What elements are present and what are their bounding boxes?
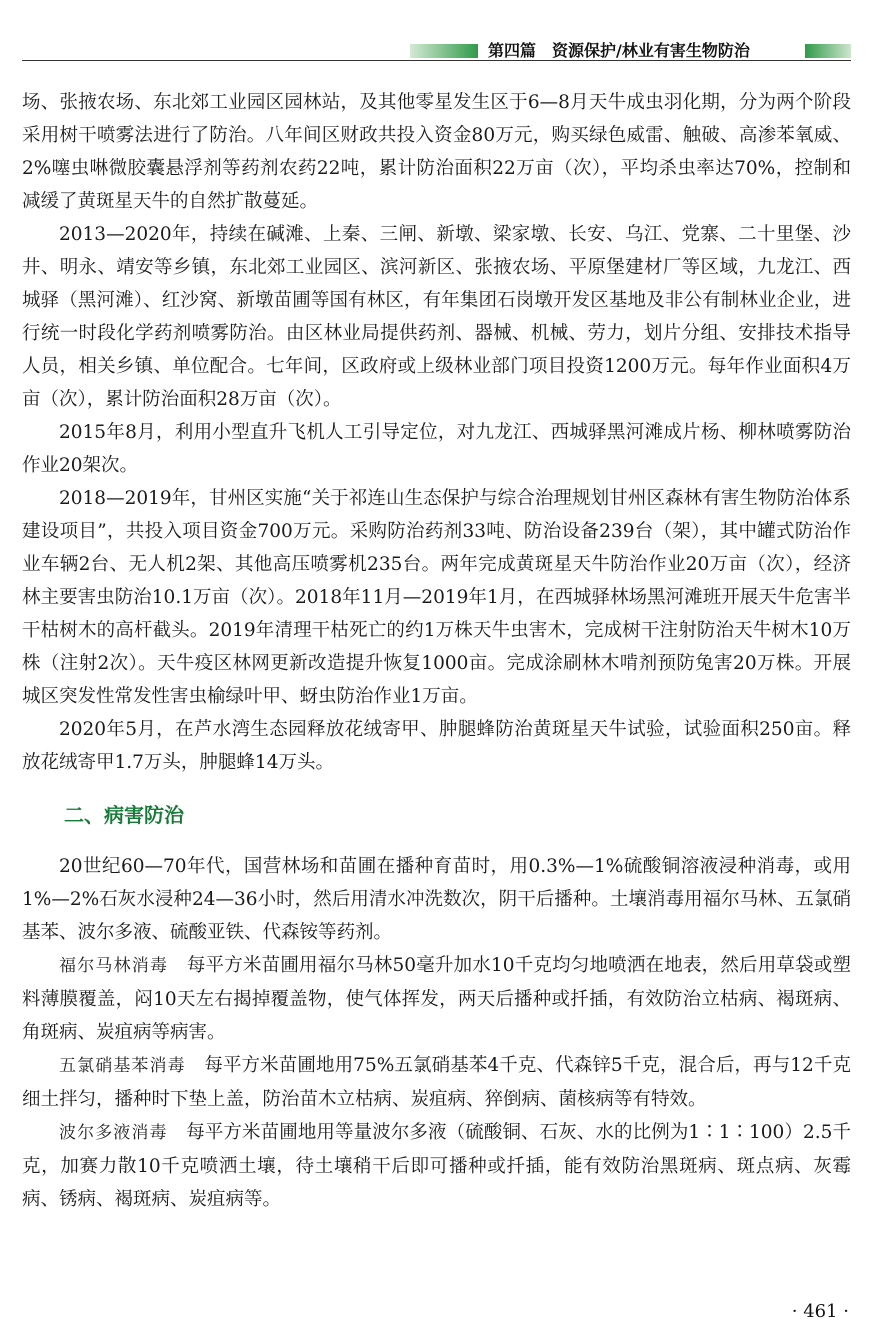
method-text: 每平方米苗圃用福尔马林50毫升加水10千克均匀地喷洒在地表，然后用草袋或塑料薄膜覆盖，闷10天左右揭掉覆盖物，使气体挥发，两天后播种或扦插，有效防治立枯病、褐斑病、角斑病、炭疽病等病害。 bbox=[22, 955, 851, 1043]
page-body bbox=[22, 86, 851, 1216]
method-item bbox=[22, 1049, 851, 1116]
paragraph: 20世纪60—70年代，国营林场和苗圃在播种育苗时，用0.3%—1%硫酸铜溶液浸种消毒，或用1%—2%石灰水浸种24—36小时，然后用清水冲洗数次，阴干后播种。土壤消毒用福尔马林、五氯硝基苯、波尔多液、硫酸亚铁、代森铵等药剂。 bbox=[22, 856, 851, 943]
paragraph: 2018—2019年，甘州区实施“关于祁连山生态保护与综合治理规划甘州区森林有害生物防治体系建设项目”，共投入项目资金700万元。采购防治药剂33吨、防治设备239台（架），其中罐式防治作业车辆2台、无人机2架、其他高压喷雾机235台。两年完成黄斑星天牛防治作业20万亩（次），经济林主要害虫防治10.1万亩（次）。2018年11月—2019年1月，在西城驿林场黑河滩班开展天牛危害半干枯树木的高杆截头。2019年清理干枯死亡的约1万株天牛虫害木，完成树干注射防治天牛树木10万株（注射2次）。天牛疫区林网更新改造提升恢复1000亩。完成涂刷林木啃剂预防兔害20万株。开展城区突发性常发性害虫榆绿叶甲、蚜虫防治作业1万亩。 bbox=[22, 488, 851, 707]
header-green-bar-right bbox=[805, 44, 851, 58]
section-heading: 二、病害防治 bbox=[64, 803, 184, 827]
method-lead: 福尔马林消毒 bbox=[59, 956, 169, 976]
method-text: 每平方米苗圃地用75%五氯硝基苯4千克、代森锌5千克，混合后，再与12千克细土拌匀，播种时下垫上盖，防治苗木立枯病、炭疽病、猝倒病、菌核病等有特效。 bbox=[22, 1055, 851, 1110]
paragraph: 2020年5月，在芦水湾生态园释放花绒寄甲、肿腿蜂防治黄斑星天牛试验，试验面积250亩。释放花绒寄甲1.7万头，肿腿蜂14万头。 bbox=[22, 719, 851, 773]
paragraph: 2013—2020年，持续在碱滩、上秦、三闸、新墩、梁家墩、长安、乌江、党寨、二十里堡、沙井、明永、靖安等乡镇，东北郊工业园区、滨河新区、张掖农场、平原堡建材厂等区域，九龙江、西城驿（黑河滩）、红沙窝、新墩苗圃等国有林区，有年集团石岗墩开发区基地及非公有制林业企业，进行统一时段化学药剂喷雾防治。由区林业局提供药剂、器械、机械、劳力，划片分组、安排技术指导人员，相关乡镇、单位配合。七年间，区政府或上级林业部门项目投资1200万元。每年作业面积4万亩（次），累计防治面积28万亩（次）。 bbox=[22, 224, 851, 410]
paragraph-continued: 场、张掖农场、东北郊工业园区园林站，及其他零星发生区于6—8月天牛成虫羽化期，分为两个阶段采用树干喷雾法进行了防治。八年间区财政共投入资金80万元，购买绿色威雷、触破、高渗苯氧威、2%噻虫啉微胶囊悬浮剂等药剂农药22吨，累计防治面积22万亩（次），平均杀虫率达70%，控制和减缓了黄斑星天牛的自然扩散蔓延。 bbox=[22, 92, 851, 212]
header-green-bar-left bbox=[410, 44, 478, 58]
method-item bbox=[22, 949, 851, 1049]
method-item bbox=[22, 1116, 851, 1216]
running-header bbox=[22, 40, 851, 64]
page-number: · 461 · bbox=[791, 1301, 849, 1322]
header-title: 第四篇 资源保护/林业有害生物防治 bbox=[488, 41, 750, 60]
method-lead: 五氯硝基苯消毒 bbox=[59, 1056, 186, 1076]
method-lead: 波尔多液消毒 bbox=[59, 1123, 168, 1143]
header-rule bbox=[22, 60, 851, 61]
paragraph: 2015年8月，利用小型直升飞机人工引导定位，对九龙江、西城驿黑河滩成片杨、柳林喷雾防治作业20架次。 bbox=[22, 422, 851, 476]
method-text: 每平方米苗圃地用等量波尔多液（硫酸铜、石灰、水的比例为1∶1∶100）2.5千克，加赛力散10千克喷洒土壤，待土壤稍干后即可播种或扦插，能有效防治黑斑病、斑点病、灰霉病、锈病、褐斑病、炭疽病等。 bbox=[22, 1122, 851, 1210]
